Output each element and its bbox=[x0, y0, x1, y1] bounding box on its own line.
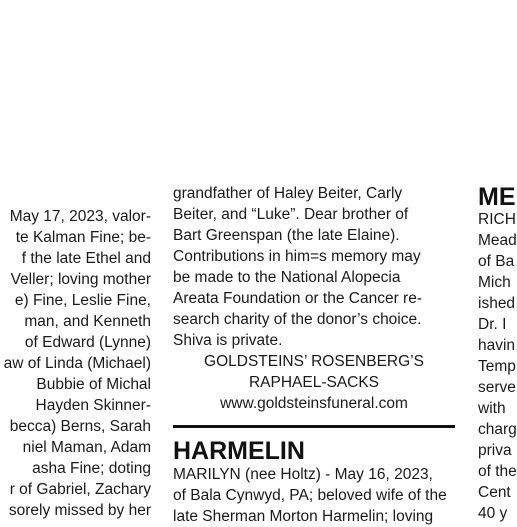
funeral-home-website: www.goldsteinsfuneral.com bbox=[220, 395, 408, 412]
obituary-heading: ME bbox=[478, 183, 516, 211]
text-line: serve bbox=[478, 379, 516, 396]
text-line: Dr. I bbox=[478, 316, 507, 333]
text-line: May 17, 2023, valor- bbox=[9, 208, 151, 225]
text-line: Bart Greenspan (the late Elaine). bbox=[173, 227, 400, 244]
text-line: Areata Foundation or the Cancer re- bbox=[173, 290, 422, 307]
text-line: niel Maman, Adam bbox=[22, 439, 151, 456]
section-divider bbox=[173, 425, 455, 428]
text-line: Cent bbox=[478, 484, 511, 501]
text-line: Beiter, and “Luke”. Dear brother of bbox=[173, 206, 409, 223]
text-line: havin bbox=[478, 337, 516, 354]
text-line: Shiva is private. bbox=[173, 332, 283, 349]
text-line: be made to the National Alopecia bbox=[173, 269, 401, 286]
text-line: becca) Berns, Sarah bbox=[9, 418, 151, 435]
text-line: of Edward (Lynne) bbox=[24, 334, 151, 351]
text-line: priva bbox=[478, 442, 512, 459]
text-line: late Sherman Morton Harmelin; loving bbox=[173, 508, 434, 525]
text-line: Mich bbox=[478, 274, 511, 291]
text-line: of Bala Cynwyd, PA; beloved wife of the bbox=[173, 487, 447, 504]
text-line: RICH bbox=[478, 211, 516, 228]
text-line: f the late Ethel and bbox=[21, 250, 151, 267]
text-line: Mead bbox=[478, 232, 517, 249]
text-line: Temp bbox=[478, 358, 516, 375]
text-line: charg bbox=[478, 421, 517, 438]
text-line: man, and Kenneth bbox=[24, 313, 151, 330]
text-line: of the bbox=[478, 463, 517, 480]
text-line: r of Gabriel, Zachary bbox=[9, 481, 151, 498]
text-line: aw of Linda (Michael) bbox=[3, 355, 151, 372]
funeral-home-name: RAPHAEL-SACKS bbox=[248, 374, 380, 391]
text-line: MARILYN (nee Holtz) - May 16, 2023, bbox=[173, 466, 433, 483]
text-line: ished bbox=[478, 295, 516, 312]
text-line: e) Fine, Leslie Fine, bbox=[14, 292, 151, 309]
text-line: Bubbie of Michal bbox=[36, 376, 151, 393]
funeral-home-name: GOLDSTEINS’ ROSENBERG’S bbox=[204, 353, 424, 370]
text-line: 40 y bbox=[478, 505, 508, 522]
text-line: of Ba bbox=[478, 253, 515, 270]
text-line: with bbox=[478, 400, 506, 417]
text-line: Hayden Skinner- bbox=[35, 397, 151, 414]
text-line: search charity of the donor’s choice. bbox=[173, 311, 422, 328]
text-line: Contributions in him=s memory may bbox=[173, 248, 421, 265]
text-line: Veller; loving mother bbox=[10, 271, 151, 288]
obituary-heading: HARMELIN bbox=[173, 437, 305, 465]
text-line: sorely missed by her bbox=[8, 502, 151, 519]
text-line: grandfather of Haley Beiter, Carly bbox=[173, 185, 403, 202]
text-line: asha Fine; doting bbox=[32, 460, 151, 477]
text-line: te Kalman Fine; be- bbox=[15, 229, 151, 246]
